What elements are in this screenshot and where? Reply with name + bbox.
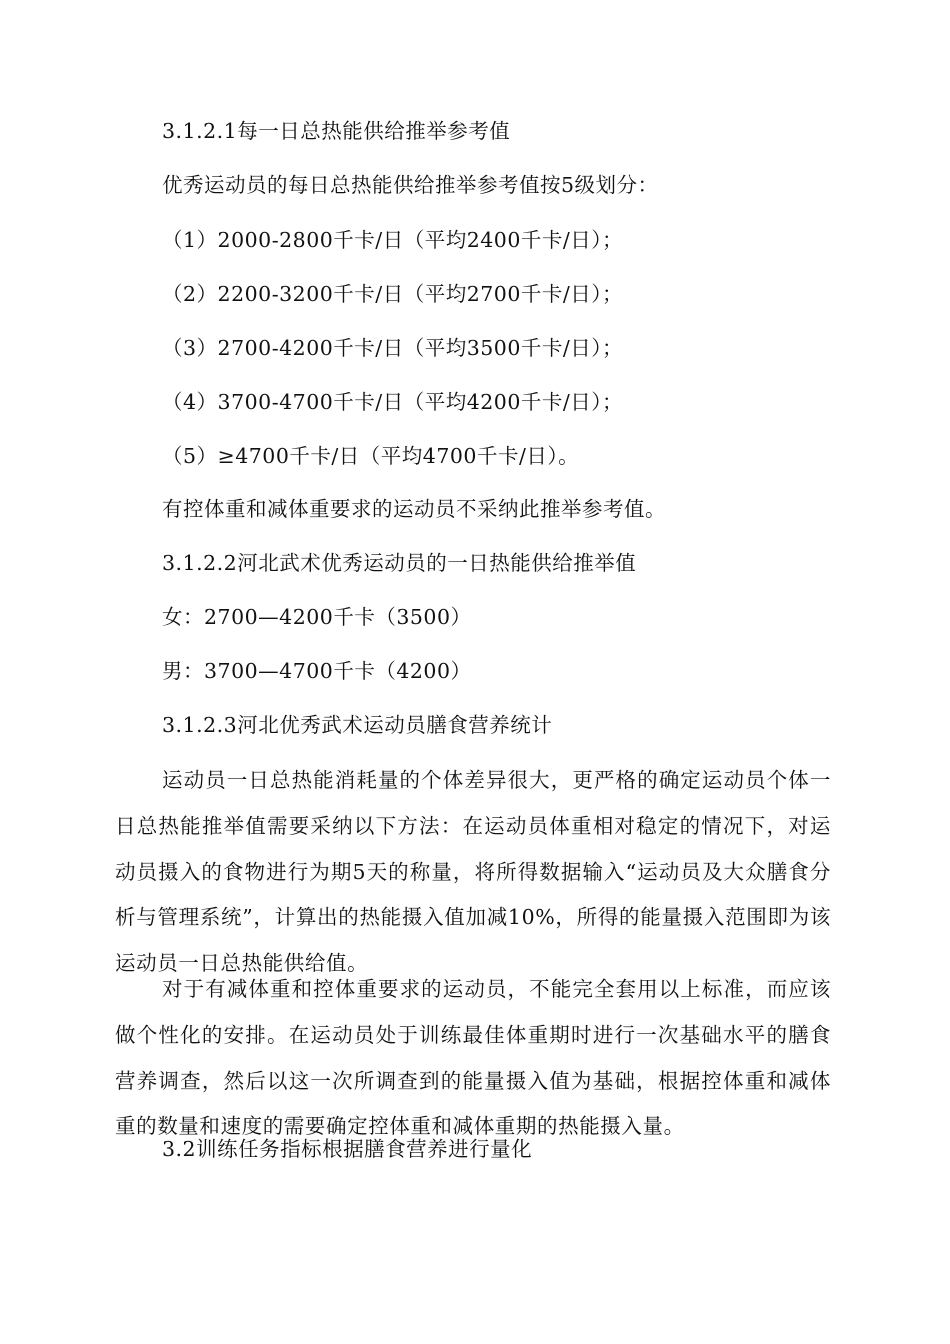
heading-3-1-2-2: 3.1.2.2河北武术优秀运动员的一日热能供给推举值	[162, 551, 637, 575]
text-line-male: 男：3700—4700千卡（4200）	[162, 659, 472, 683]
text-line-female: 女：2700—4200千卡（3500）	[162, 605, 472, 629]
list-item-5: （5）≥4700千卡/日（平均4700千卡/日）。	[162, 444, 580, 468]
heading-3-1-2-1: 3.1.2.1每一日总热能供给推举参考值	[162, 119, 511, 143]
list-item-1: （1）2000-2800千卡/日（平均2400千卡/日）；	[162, 228, 624, 252]
list-item-3: （3）2700-4200千卡/日（平均3500千卡/日）；	[162, 336, 624, 360]
list-item-4: （4）3700-4700千卡/日（平均4200千卡/日）；	[162, 390, 624, 414]
paragraph-1: 运动员一日总热能消耗量的个体差异很大，更严格的确定运动员个体一日总热能推举值需要采纳以下方法：在运动员体重相对稳定的情况下，对运动员摄入的食物进行为期5天的称量，将所得数据输入“运动员及大众膳食分析与管理系统”，计算出的热能摄入值加减10%，所得的能量摄入范围即为该运动员一日总热能供给值。	[115, 768, 831, 976]
text-line: 有控体重和减体重要求的运动员不采纳此推举参考值。	[162, 497, 666, 521]
paragraph-2: 对于有减体重和控体重要求的运动员，不能完全套用以上标准，而应该做个性化的安排。在运动员处于训练最佳体重期时进行一次基础水平的膳食营养调查，然后以这一次所调查到的能量摄入值为基础，根据控体重和减体重的数量和速度的需要确定控体重和减体重期的热能摄入量。	[115, 977, 831, 1139]
text-line: 优秀运动员的每日总热能供给推举参考值按5级划分：	[162, 173, 659, 197]
heading-3-2: 3.2训练任务指标根据膳食营养进行量化	[162, 1137, 533, 1161]
list-item-2: （2）2200-3200千卡/日（平均2700千卡/日）；	[162, 282, 624, 306]
heading-3-1-2-3: 3.1.2.3河北优秀武术运动员膳食营养统计	[162, 713, 553, 737]
